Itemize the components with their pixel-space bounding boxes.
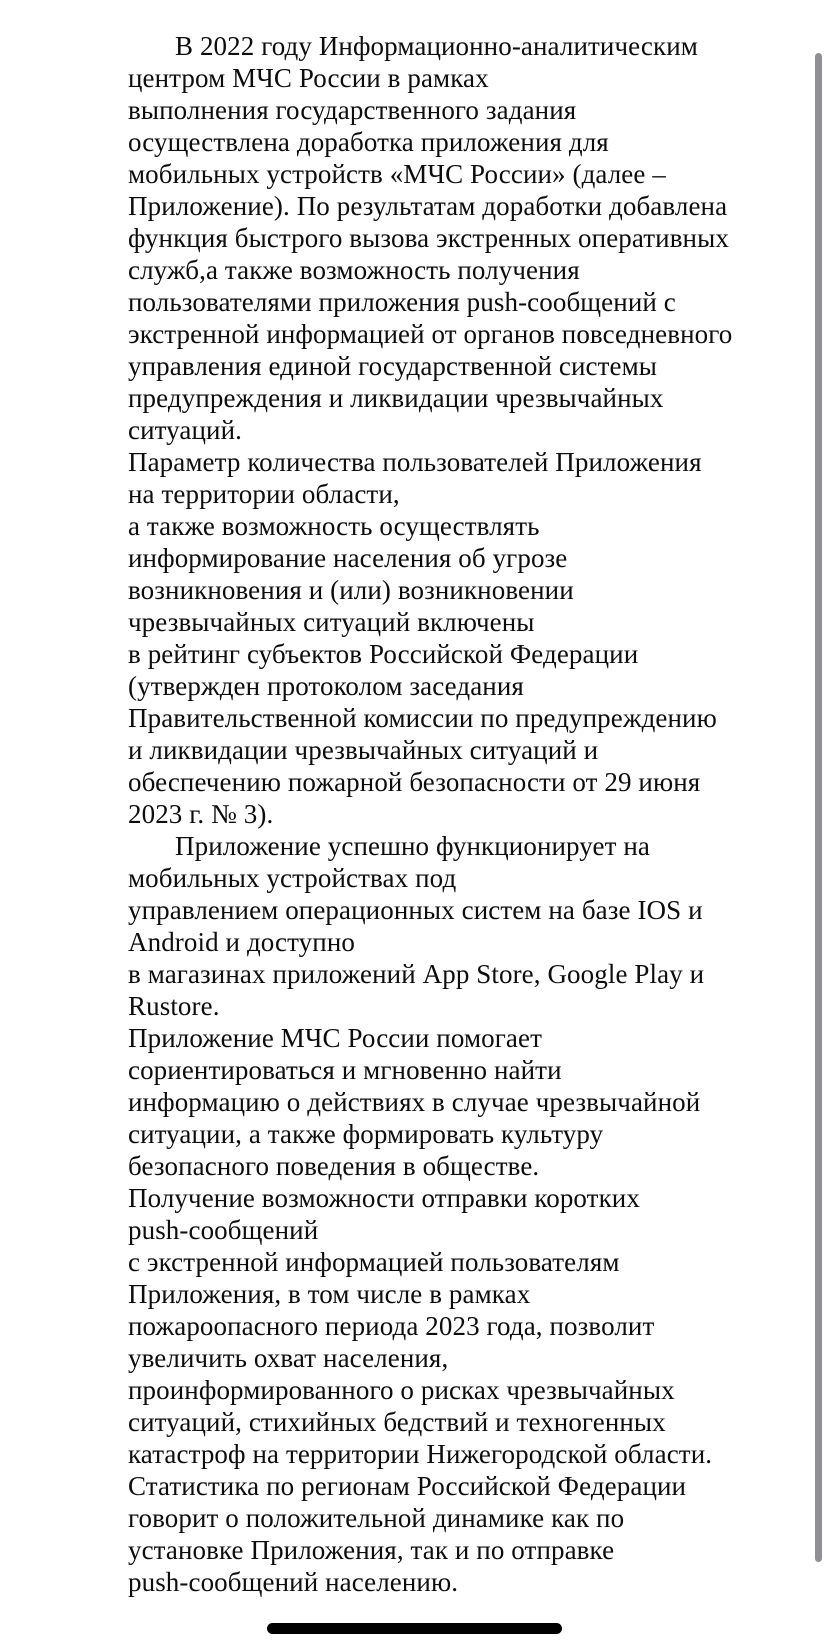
text-line: Получение возможности отправки коротких [128, 1183, 640, 1213]
document-body [128, 30, 740, 1598]
text-line: ситуаций, стихийных бедствий и техногенных [128, 1407, 666, 1437]
text-line: центром МЧС России в рамках [128, 63, 489, 93]
text-line: экстренной информацией от органов повседневного [128, 319, 733, 349]
text-line: служб,а также возможность получения [128, 255, 580, 285]
text-line: информацию о действиях в случае чрезвычайной [128, 1087, 701, 1117]
text-line: в магазинах приложений App Store, Google Play и [128, 959, 705, 989]
text-line: говорит о положительной динамике как по [128, 1503, 625, 1533]
text-line: ситуаций. [128, 415, 243, 445]
text-line: Приложение успешно функционирует на [175, 831, 651, 861]
text-line: мобильных устройствах под [128, 863, 457, 893]
text-line: проинформированного о рисках чрезвычайных [128, 1375, 675, 1405]
text-line: и ликвидации чрезвычайных ситуаций и [128, 735, 599, 765]
text-line: В 2022 году Информационно-аналитическим [175, 31, 698, 61]
text-line: Параметр количества пользователей Приложения [128, 447, 702, 477]
text-line: (утвержден протоколом заседания [128, 671, 524, 701]
text-line: Приложение МЧС России помогает [128, 1023, 542, 1053]
text-line: Rustore. [128, 991, 220, 1021]
text-line: пользователями приложения push-сообщений с [128, 287, 676, 317]
text-line: возникновения и (или) возникновении [128, 575, 574, 605]
text-line: увеличить охват населения, [128, 1343, 449, 1373]
text-line: ситуации, а также формировать культуру [128, 1119, 604, 1149]
text-line: Android и доступно [128, 927, 355, 957]
text-line: в рейтинг субъектов Российской Федерации [128, 639, 639, 669]
text-line: чрезвычайных ситуаций включены [128, 607, 535, 637]
text-line: функция быстрого вызова экстренных оперативных [128, 223, 729, 253]
text-line: безопасного поведения в обществе. [128, 1151, 540, 1181]
vertical-scrollbar[interactable] [815, 53, 822, 1562]
text-line: предупреждения и ликвидации чрезвычайных [128, 383, 664, 413]
text-line: Правительственной комиссии по предупреждению [128, 703, 717, 733]
text-line: на территории области, [128, 479, 400, 509]
text-line: с экстренной информацией пользователям [128, 1247, 620, 1277]
text-line: управлением операционных систем на базе IOS и [128, 895, 703, 925]
text-line: мобильных устройств «МЧС России» (далее – [128, 159, 666, 189]
text-line: сориентироваться и мгновенно найти [128, 1055, 562, 1085]
text-line: 2023 г. № 3). [128, 799, 274, 829]
text-line: Приложение). По результатам доработки добавлена [128, 191, 728, 221]
home-indicator-handle[interactable] [267, 1623, 562, 1634]
text-line: а также возможность осуществлять [128, 511, 540, 541]
text-line: push-сообщений [128, 1215, 319, 1245]
text-line: пожароопасного периода 2023 года, позволит [128, 1311, 655, 1341]
text-line: управления единой государственной системы [128, 351, 658, 381]
text-line: катастроф на территории Нижегородской области. [128, 1439, 713, 1469]
text-line: информирование населения об угрозе [128, 543, 568, 573]
text-line: Статистика по регионам Российской Федерации [128, 1471, 687, 1501]
text-line: установке Приложения, так и по отправке [128, 1535, 615, 1565]
text-line: обеспечению пожарной безопасности от 29 июня [128, 767, 701, 797]
text-line: выполнения государственного задания [128, 95, 577, 125]
text-line: push-сообщений населению. [128, 1567, 459, 1597]
text-line: осуществлена доработка приложения для [128, 127, 609, 157]
text-line: Приложения, в том числе в рамках [128, 1279, 531, 1309]
